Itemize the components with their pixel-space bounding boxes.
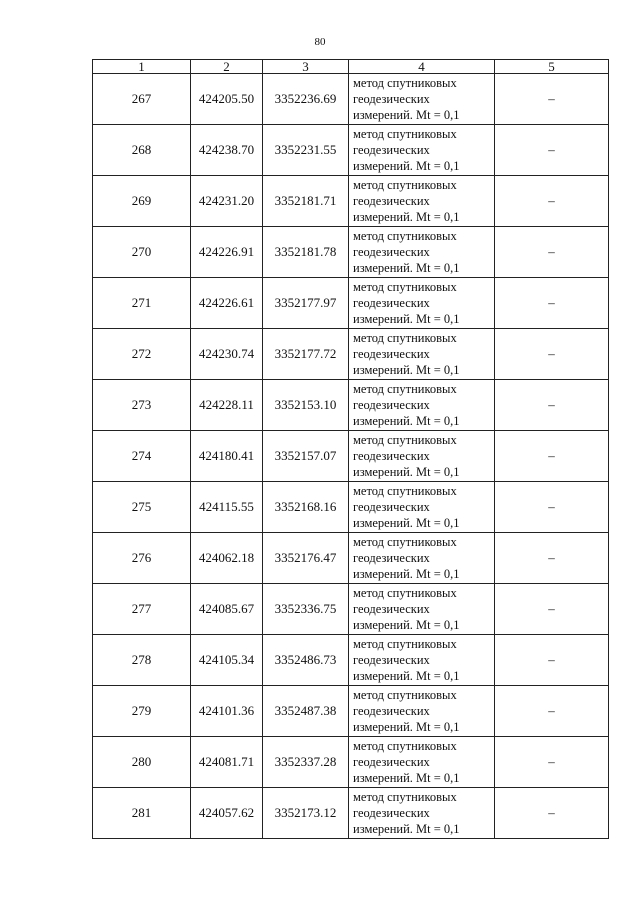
point-number: 273 xyxy=(93,380,191,431)
coordinate-y: 3352153.10 xyxy=(263,380,349,431)
method-line: измерений. Mt = 0,1 xyxy=(353,720,460,734)
coordinate-y: 3352486.73 xyxy=(263,635,349,686)
method-line: измерений. Mt = 0,1 xyxy=(353,414,460,428)
table-row xyxy=(93,227,609,278)
table-row xyxy=(93,176,609,227)
method-line: метод спутниковых xyxy=(353,484,457,498)
method-line: геодезических xyxy=(353,755,430,769)
method-description xyxy=(349,227,495,278)
point-number: 281 xyxy=(93,788,191,839)
method-line: метод спутниковых xyxy=(353,790,457,804)
coordinate-y: 3352177.97 xyxy=(263,278,349,329)
header-col-2: 2 xyxy=(191,60,263,74)
point-number: 275 xyxy=(93,482,191,533)
coordinate-x: 424226.91 xyxy=(191,227,263,278)
table-row xyxy=(93,737,609,788)
method-line: метод спутниковых xyxy=(353,76,457,90)
note: – xyxy=(495,176,609,227)
note: – xyxy=(495,482,609,533)
coordinate-y: 3352337.28 xyxy=(263,737,349,788)
method-description xyxy=(349,431,495,482)
coordinate-y: 3352236.69 xyxy=(263,74,349,125)
point-number: 269 xyxy=(93,176,191,227)
method-line: метод спутниковых xyxy=(353,637,457,651)
point-number: 271 xyxy=(93,278,191,329)
table-row xyxy=(93,431,609,482)
coordinate-x: 424226.61 xyxy=(191,278,263,329)
method-line: измерений. Mt = 0,1 xyxy=(353,465,460,479)
table-row xyxy=(93,125,609,176)
method-line: геодезических xyxy=(353,806,430,820)
method-line: измерений. Mt = 0,1 xyxy=(353,108,460,122)
coordinate-x: 424230.74 xyxy=(191,329,263,380)
note: – xyxy=(495,278,609,329)
method-line: измерений. Mt = 0,1 xyxy=(353,516,460,530)
note: – xyxy=(495,74,609,125)
coordinate-x: 424238.70 xyxy=(191,125,263,176)
table-row xyxy=(93,635,609,686)
method-line: геодезических xyxy=(353,704,430,718)
method-description xyxy=(349,176,495,227)
method-description xyxy=(349,278,495,329)
point-number: 279 xyxy=(93,686,191,737)
table-row xyxy=(93,533,609,584)
coordinate-x: 424231.20 xyxy=(191,176,263,227)
coordinate-y: 3352181.78 xyxy=(263,227,349,278)
header-col-4: 4 xyxy=(349,60,495,74)
method-line: метод спутниковых xyxy=(353,433,457,447)
table-row xyxy=(93,278,609,329)
method-line: измерений. Mt = 0,1 xyxy=(353,822,460,836)
note: – xyxy=(495,788,609,839)
table-row xyxy=(93,788,609,839)
method-description xyxy=(349,788,495,839)
point-number: 274 xyxy=(93,431,191,482)
coordinate-x: 424062.18 xyxy=(191,533,263,584)
table-header xyxy=(93,60,609,74)
method-line: геодезических xyxy=(353,398,430,412)
method-line: метод спутниковых xyxy=(353,739,457,753)
method-line: геодезических xyxy=(353,194,430,208)
note: – xyxy=(495,737,609,788)
method-description xyxy=(349,635,495,686)
point-number: 268 xyxy=(93,125,191,176)
table-row xyxy=(93,380,609,431)
note: – xyxy=(495,584,609,635)
coordinates-table xyxy=(92,59,609,839)
coordinate-x: 424105.34 xyxy=(191,635,263,686)
coordinate-x: 424180.41 xyxy=(191,431,263,482)
point-number: 272 xyxy=(93,329,191,380)
coordinate-x: 424081.71 xyxy=(191,737,263,788)
table-row xyxy=(93,329,609,380)
method-line: геодезических xyxy=(353,551,430,565)
method-line: геодезических xyxy=(353,245,430,259)
method-description xyxy=(349,74,495,125)
header-col-3: 3 xyxy=(263,60,349,74)
method-line: метод спутниковых xyxy=(353,229,457,243)
method-line: метод спутниковых xyxy=(353,688,457,702)
coordinate-x: 424101.36 xyxy=(191,686,263,737)
method-line: измерений. Mt = 0,1 xyxy=(353,363,460,377)
header-col-5: 5 xyxy=(495,60,609,74)
coordinate-y: 3352173.12 xyxy=(263,788,349,839)
coordinate-y: 3352487.38 xyxy=(263,686,349,737)
method-line: измерений. Mt = 0,1 xyxy=(353,669,460,683)
note: – xyxy=(495,329,609,380)
note: – xyxy=(495,380,609,431)
point-number: 278 xyxy=(93,635,191,686)
table-row xyxy=(93,482,609,533)
table-row xyxy=(93,584,609,635)
method-line: измерений. Mt = 0,1 xyxy=(353,771,460,785)
header-row xyxy=(93,60,609,74)
method-line: измерений. Mt = 0,1 xyxy=(353,618,460,632)
method-line: измерений. Mt = 0,1 xyxy=(353,312,460,326)
point-number: 277 xyxy=(93,584,191,635)
coordinate-x: 424205.50 xyxy=(191,74,263,125)
method-line: метод спутниковых xyxy=(353,535,457,549)
note: – xyxy=(495,533,609,584)
method-description xyxy=(349,584,495,635)
point-number: 276 xyxy=(93,533,191,584)
coordinate-y: 3352177.72 xyxy=(263,329,349,380)
method-line: метод спутниковых xyxy=(353,331,457,345)
coordinate-x: 424057.62 xyxy=(191,788,263,839)
method-line: измерений. Mt = 0,1 xyxy=(353,261,460,275)
point-number: 280 xyxy=(93,737,191,788)
method-description xyxy=(349,533,495,584)
method-line: геодезических xyxy=(353,653,430,667)
method-line: измерений. Mt = 0,1 xyxy=(353,210,460,224)
table-row xyxy=(93,74,609,125)
coordinate-y: 3352157.07 xyxy=(263,431,349,482)
method-description xyxy=(349,380,495,431)
point-number: 267 xyxy=(93,74,191,125)
method-line: геодезических xyxy=(353,449,430,463)
method-description xyxy=(349,329,495,380)
method-description xyxy=(349,125,495,176)
method-description xyxy=(349,482,495,533)
coordinate-x: 424115.55 xyxy=(191,482,263,533)
method-line: геодезических xyxy=(353,143,430,157)
method-line: метод спутниковых xyxy=(353,178,457,192)
note: – xyxy=(495,125,609,176)
method-line: измерений. Mt = 0,1 xyxy=(353,567,460,581)
method-line: геодезических xyxy=(353,602,430,616)
page-number: 80 xyxy=(314,36,326,48)
note: – xyxy=(495,227,609,278)
method-line: метод спутниковых xyxy=(353,586,457,600)
method-line: метод спутниковых xyxy=(353,280,457,294)
method-line: геодезических xyxy=(353,92,430,106)
coordinate-x: 424085.67 xyxy=(191,584,263,635)
method-line: геодезических xyxy=(353,296,430,310)
table-row xyxy=(93,686,609,737)
method-line: метод спутниковых xyxy=(353,382,457,396)
point-number: 270 xyxy=(93,227,191,278)
method-line: геодезических xyxy=(353,500,430,514)
coordinate-y: 3352181.71 xyxy=(263,176,349,227)
coordinate-y: 3352231.55 xyxy=(263,125,349,176)
method-description xyxy=(349,737,495,788)
coordinate-x: 424228.11 xyxy=(191,380,263,431)
coordinate-y: 3352176.47 xyxy=(263,533,349,584)
method-description xyxy=(349,686,495,737)
coordinate-y: 3352168.16 xyxy=(263,482,349,533)
header-col-1: 1 xyxy=(93,60,191,74)
table-body xyxy=(93,74,609,839)
method-line: измерений. Mt = 0,1 xyxy=(353,159,460,173)
coordinate-y: 3352336.75 xyxy=(263,584,349,635)
note: – xyxy=(495,635,609,686)
method-line: геодезических xyxy=(353,347,430,361)
note: – xyxy=(495,431,609,482)
note: – xyxy=(495,686,609,737)
method-line: метод спутниковых xyxy=(353,127,457,141)
